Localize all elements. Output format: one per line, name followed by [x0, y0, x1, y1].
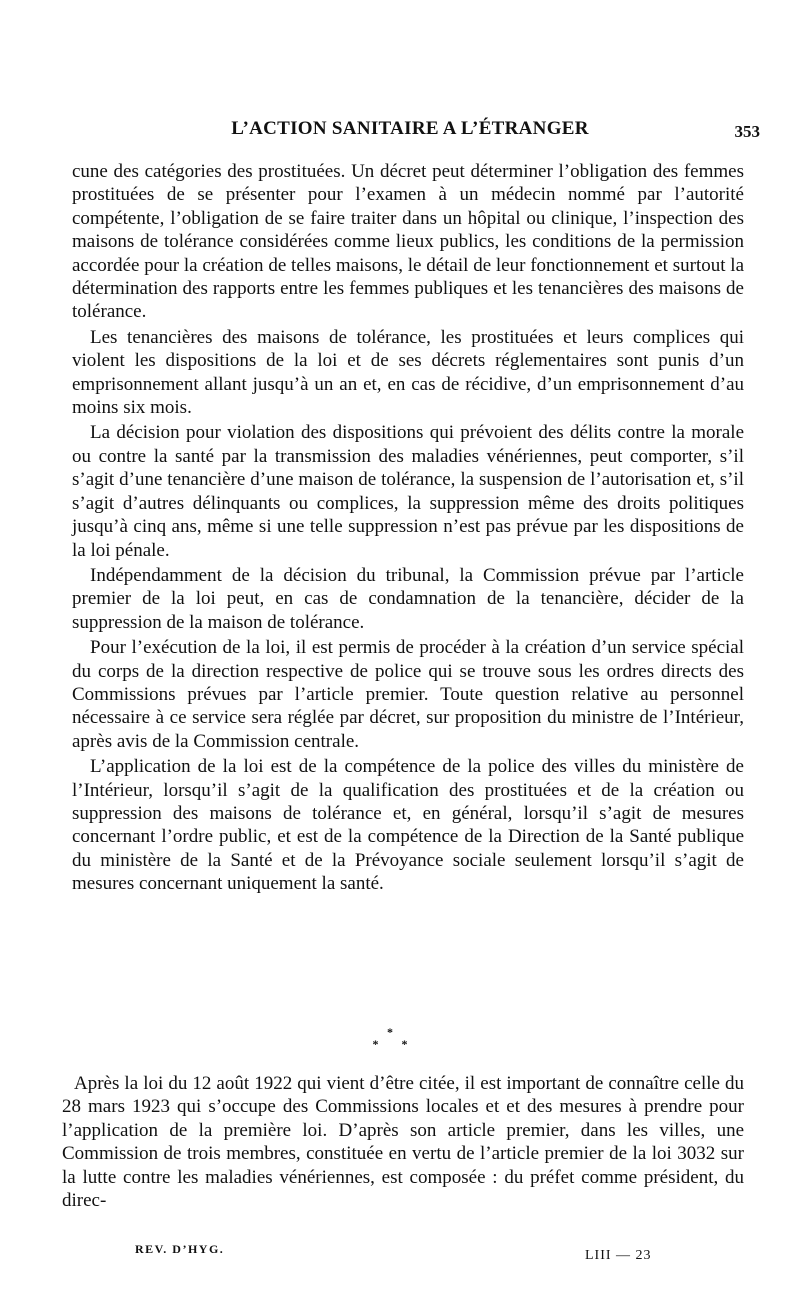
page-number: 353 [734, 122, 760, 141]
post-break-text [62, 1072, 744, 1212]
asterism-section-break [360, 1026, 420, 1060]
paragraph-continued: cune des catégories des prostituées. Un décret peut déterminer l’obligation des femmes prostituées de se présenter pour l’examen à un médecin nommé par l’autorité compétente, l’obligation de se faire traiter dans un hôpital ou clinique, l’inspection des maisons de tolérance considérées comme lieux publics, les conditions de la permission accordée pour la création de telles maisons, le détail de leur fonctionnement et surtout la détermination des rapports entre les femmes publiques et les tenancières des maisons de tolérance. [72, 161, 744, 323]
paragraph-law-1923: Après la loi du 12 août 1922 qui vient d’être citée, il est important de connaître celle du 28 mars 1923 qui s’occupe des Commissions locales et et des mesures à prendre pour l’application de la première loi. D’après son article premier, dans les villes, une Commission de trois membres, constituée en vertu de l’article premier de la loi 3032 sur la lutte contre les maladies vénériennes, est composée : du préfet comme président, du direc- [62, 1073, 744, 1212]
footer-journal-signature: REV. D’HYG. [135, 1242, 225, 1256]
asterism-bottom: * * [372, 1037, 418, 1051]
paragraph-penalties: Les tenancières des maisons de tolérance, les prostituées et leurs complices qui violent les dispositions de la loi et de ses décrets réglementaires sont punis d’un emprisonnement allant jusqu’à un an et, en cas de récidive, d’un emprisonnement d’au moins six mois. [72, 326, 744, 419]
running-head [60, 118, 760, 148]
paragraph-application: L’application de la loi est de la compétence de la police des villes du ministère de l’Intérieur, lorsqu’il s’agit de la qualification des prostituées et de la création ou suppression des maisons de tolérance et, en général, lorsqu’il s’agit de mesures concernant l’ordre public, et est de la compétence de la Direction de la Santé publique du ministère de la Santé et de la Prévoyance sociale seulement lorsqu’il s’agit de mesures concernant uniquement la santé. [72, 756, 744, 895]
asterism-top: * [387, 1025, 393, 1039]
paragraph-commission: Indépendamment de la décision du tribunal, la Commission prévue par l’article premier de la loi peut, en cas de condamnation de la tenancière, décider de la suppression de la maison de tolérance. [72, 564, 744, 633]
paragraph-decision: La décision pour violation des dispositions qui prévoient des délits contre la morale ou contre la santé par la transmission des maladies vénériennes, peut comporter, s’il s’agit d’une tenancière d’une maison de tolérance, la suspension de l’autorisation et, s’il s’agit d’autres délinquants ou complices, la suppression même des droits politiques jusqu’à cinq ans, même si une telle suppression n’est pas prévue par les dispositions de la loi pénale. [72, 422, 744, 561]
footer-volume-sheet: LIII — 23 [585, 1248, 652, 1263]
body-text [72, 160, 744, 896]
paragraph-special-service: Pour l’exécution de la loi, il est permis de procéder à la création d’un service spécial du corps de la direction respective de police qui se trouve sous les ordres directs des Commissions prévues par l’article premier. Toute question relative au personnel nécessaire à ce service sera réglée par décret, sur proposition du ministre de l’Intérieur, après avis de la Commission centrale. [72, 637, 744, 752]
running-title: L’ACTION SANITAIRE A L’ÉTRANGER [231, 118, 589, 139]
